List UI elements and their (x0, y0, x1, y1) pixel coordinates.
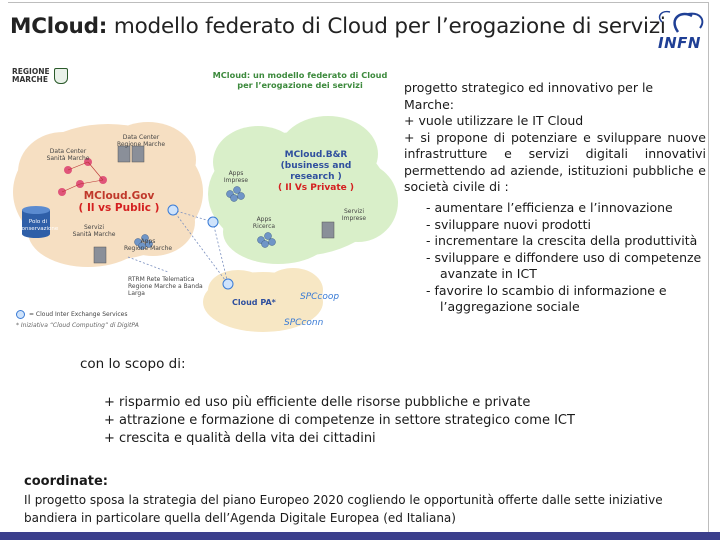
goals-list (426, 200, 706, 316)
polo-conservazione-label: Polo di Conservazione (17, 219, 59, 232)
mcloud-br-line3: research ) (290, 172, 342, 182)
spc-coop-label: SPCcoop (300, 292, 340, 302)
data-center-regione-label: Data Center Regione Marche (116, 134, 166, 148)
desc-line6: società civile di : (404, 179, 509, 194)
regione-line1: REGIONE (12, 67, 50, 76)
mcloud-gov-line2: ( Il vs Public ) (78, 202, 160, 214)
slide-title (10, 14, 666, 39)
regione-line2: MARCHE (12, 75, 48, 84)
apps-regione-label: Apps Regione Marche (123, 238, 173, 252)
coordinate-line1: Il progetto sposa la strategia del piano Europeo 2020 cogliendo le opportunità offerte dalle sette iniziative (24, 493, 663, 507)
project-description (404, 80, 706, 196)
diagram-clouds (8, 62, 408, 342)
desc-line4: infrastrutture e servizi digitali innovativi (404, 146, 706, 161)
bottom-bar (0, 532, 720, 540)
coordinate-heading: coordinate: (24, 474, 108, 489)
rtrm-label: RTRM Rete Telematica Regione Marche a Banda Larga (128, 276, 203, 297)
goal-item: - favorire lo scambio di informazione e (426, 282, 667, 298)
coordinate-line2: bandiera in particolare quella dell’Agenda Digitale Europea (ed Italiana) (24, 510, 456, 525)
goal-item-continuation: avanzate in ICT (440, 266, 537, 281)
goal-item: - aumentare l’efficienza e l’innovazione (426, 200, 673, 215)
goal-item: - incrementare la crescita della produttività (426, 233, 698, 248)
diagram-legend (16, 310, 139, 330)
title-rest: modello federato di Cloud per l’erogazione di servizi (107, 14, 666, 39)
scopo-list (104, 394, 575, 448)
mcloud-br-title (276, 150, 356, 194)
scopo-item: + crescita e qualità della vita dei cittadini (104, 431, 376, 446)
servizi-sanita-label: Servizi Sanità Marche (72, 224, 116, 238)
goal-item: - sviluppare nuovi prodotti (426, 216, 591, 232)
title-bold: MCloud: (10, 14, 108, 39)
goal-item-continuation: l’aggregazione sociale (440, 299, 580, 314)
mcloud-gov-line1: MCloud.Gov (83, 190, 155, 202)
scopo-heading: con lo scopo di: (80, 356, 186, 372)
infn-logo-text: INFN (658, 34, 701, 52)
diagram-caption-line2: per l’erogazione dei servizi (237, 80, 363, 90)
diagram-caption-line1: MCloud: un modello federato di Cloud (212, 70, 388, 80)
servizi-imprese-label: Servizi Imprese (341, 208, 367, 222)
coordinate-text (24, 492, 690, 527)
exchange-node-icon (16, 310, 25, 319)
top-rule (8, 2, 708, 3)
apps-imprese-label: Apps Imprese (223, 170, 249, 184)
scopo-item: + attrazione e formazione di competenze in settore strategico come ICT (104, 413, 575, 428)
goal-item: - sviluppare e diffondere uso di competenze (426, 249, 702, 265)
mcloud-diagram (8, 62, 408, 342)
apps-ricerca-label: Apps Ricerca (252, 216, 276, 230)
cloud-pa-title: Cloud PA* (232, 298, 276, 307)
desc-line3: + si propone di potenziare e sviluppare nuove (404, 129, 706, 145)
data-center-sanita-label: Data Center Sanità Marche (46, 148, 90, 162)
mcloud-br-line4: ( Il Vs Private ) (278, 183, 354, 193)
mcloud-br-line2: (business and (280, 161, 352, 171)
scopo-item: + risparmio ed uso più efficiente delle risorse pubbliche e private (104, 395, 531, 410)
spc-conn-label: SPCconn (284, 318, 324, 328)
desc-line5: permettendo ad aziende, istituzioni pubbliche e (404, 162, 706, 178)
desc-line1: progetto strategico ed innovativo per le Marche: (404, 80, 654, 112)
legend-exchange: = Cloud Inter Exchange Services (29, 310, 128, 318)
infn-logo (648, 8, 712, 54)
desc-line2: + vuole utilizzare le IT Cloud (404, 113, 584, 128)
side-rule (708, 2, 709, 532)
mcloud-br-line1: MCloud.B&R (284, 150, 348, 160)
mcloud-gov-title (74, 190, 164, 214)
legend-note: * Iniziativa “Cloud Computing” di DigitPA (16, 322, 139, 329)
